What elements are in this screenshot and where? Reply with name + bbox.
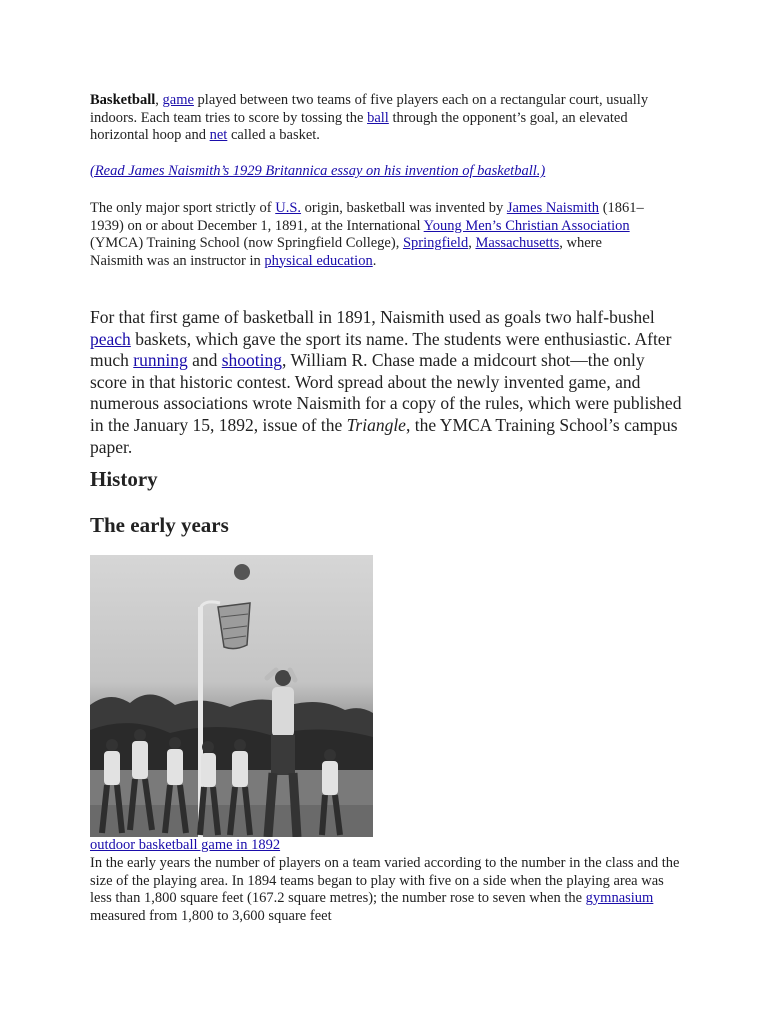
- link-net[interactable]: net: [209, 127, 228, 143]
- early-text: In the early years the number of players on a team varied according to the number in the class and the size of the playing area. In 1894 teams began to play with five on a side when the playing area was less than 1,800 square feet (167.2 square metres); the number rose to seven when the: [90, 855, 680, 906]
- first-game-text: For that first game of basketball in 1891, Naismith used as goals two half-bushel: [90, 307, 655, 327]
- origin-paragraph: [90, 200, 650, 270]
- intro-text: played between two teams of five players each on a rectangular court, usually indoors. Each team tries to score by tossing the: [90, 92, 649, 126]
- origin-text: .: [372, 252, 377, 269]
- heading-history: History: [90, 467, 158, 491]
- essay-line: [90, 163, 545, 181]
- photo-caption: [90, 837, 280, 855]
- first-game-text: baskets, which gave the sport its name. The students were enthusiastic. After much: [90, 328, 672, 371]
- triangle-title: Triangle: [346, 414, 406, 435]
- link-naismith-essay[interactable]: (Read James Naismith’s 1929 Britannica essay on his invention of basketball.): [90, 163, 546, 179]
- link-us[interactable]: U.S.: [275, 200, 302, 216]
- intro-paragraph: [90, 92, 650, 145]
- link-shooting[interactable]: shooting: [221, 350, 283, 371]
- intro-text: ,: [155, 92, 163, 108]
- link-springfield[interactable]: Springfield: [402, 235, 469, 251]
- intro-text: called a basket.: [227, 127, 320, 143]
- basketball-1892-photo: [90, 555, 373, 837]
- origin-text: (1861–1939) on or about December 1, 1891, at the International: [90, 200, 644, 234]
- heading-early-years: The early years: [90, 513, 229, 537]
- origin-text: The only major sport strictly of: [90, 200, 276, 216]
- origin-text: origin, basketball was invented by: [301, 200, 507, 216]
- early-text: measured from 1,800 to 3,600 square feet: [90, 907, 332, 924]
- link-massachusetts[interactable]: Massachusetts: [475, 235, 560, 251]
- origin-text: , where Naismith was an instructor in: [90, 235, 602, 269]
- intro-text: through the opponent’s goal, an elevated horizontal hoop and: [90, 109, 628, 143]
- origin-text: (YMCA) Training School (now Springfield College),: [90, 235, 403, 251]
- link-ball[interactable]: ball: [367, 109, 389, 126]
- early-years-paragraph: [90, 855, 682, 925]
- first-game-paragraph: [90, 307, 682, 458]
- first-game-text: and: [187, 350, 222, 371]
- first-game-text: , William R. Chase made a midcourt shot—the only score in that historic contest. Word spread about the newly invented game, and numerous associations wrote Naismith for a copy of the rules, which were published in the January 15, 1892, issue of the: [90, 350, 682, 435]
- link-physical-education[interactable]: physical education: [264, 252, 373, 269]
- first-game-text: , the YMCA Training School’s campus paper.: [90, 414, 678, 457]
- origin-text: ,: [468, 235, 476, 251]
- link-game[interactable]: game: [162, 92, 194, 108]
- link-ymca[interactable]: Young Men’s Christian Association: [423, 217, 630, 234]
- link-running[interactable]: running: [133, 350, 188, 371]
- intro-bold-term: Basketball: [90, 92, 156, 108]
- link-peach[interactable]: peach: [90, 328, 131, 349]
- link-james-naismith[interactable]: James Naismith: [506, 200, 600, 216]
- link-photo-caption[interactable]: outdoor basketball game in 1892: [90, 837, 281, 853]
- link-gymnasium[interactable]: gymnasium: [585, 890, 654, 906]
